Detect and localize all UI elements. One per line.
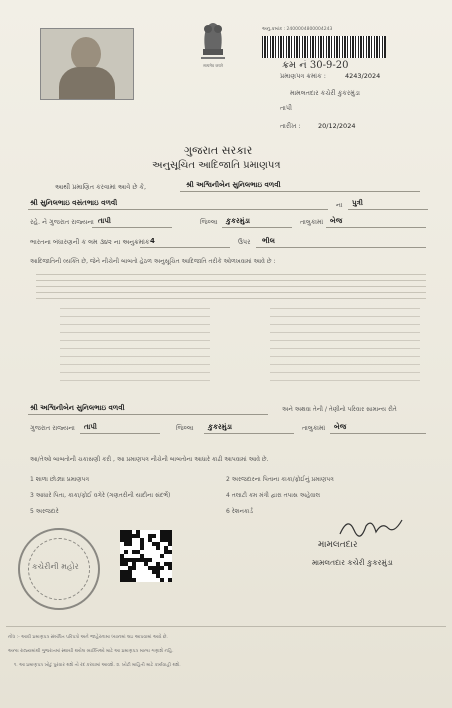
village: બેજ xyxy=(330,217,343,225)
stamp-text: કચેરીની મહોર xyxy=(32,562,79,571)
signatory-office: મામલતદાર કચેરી કુકરમુંડા xyxy=(312,558,393,567)
top-serial: અનુ.ક્રમાંક : 2400004800004243 xyxy=(262,27,333,32)
second-taluka: કુકરમુંડા xyxy=(208,423,233,431)
tribe: ભીલ xyxy=(262,237,275,245)
barcode xyxy=(262,36,386,58)
doc-item-6: 6 રેશનકાર્ડ xyxy=(226,508,253,515)
issue-date: 20/12/2024 xyxy=(318,122,356,130)
schedule-no: 4 xyxy=(150,237,155,245)
doc-item-3: 3 આધારે પિતા, કાકા/ફોઈ વગેરે (ગણતરીની યાદીના સંદર્ભે) xyxy=(30,492,171,499)
second-name: શ્રી અશ્વિનીબેન સુનિલભાઇ વળવી xyxy=(30,404,125,412)
doc-item-4: 4 તલાટી કમ મંત્રી દ્વારા તપાસ અહેવાલ xyxy=(226,492,321,499)
father-name: શ્રી સુનિલભાઇ વસંતભાઇ વળવી xyxy=(30,199,118,207)
footer-note-2: અન્ય રાજ્યમાંથી ગુજરાતમાં સ્થાયી થયેલ વ્યક્તિઓ માટે આ પ્રમાણપત્ર માન્ય ગણાશે નહિ. xyxy=(8,649,174,654)
relation: પુત્રી xyxy=(352,199,363,207)
svg-text:सत्यमेव जयते: सत्यमेव जयते xyxy=(203,63,223,68)
second-district: તાપી xyxy=(84,423,97,431)
certificate-no-label: પ્રમાણપત્ર ક્રમાંક : xyxy=(280,72,326,80)
handwritten-ref: ક્રમ નં 30-9-20 xyxy=(282,60,349,71)
applicant-photo xyxy=(40,28,134,100)
date-label: તારીખ : xyxy=(280,122,301,130)
national-emblem-icon xyxy=(195,15,231,71)
applicant-name: શ્રી અશ્વિનીબેન સુનિલભાઇ વળવી xyxy=(186,181,281,189)
district-label: જિલ્લા xyxy=(200,218,218,226)
doc-item-1: 1 શાળા છોડ્યા પ્રમાણપત્ર xyxy=(30,476,90,483)
doc-basis-text: આ/તેઓ બાબતોની ચકાસણી કરી , આ પ્રમાણપત્ર નીચેની બાબતોના આધારે કાઢી આપવામાં આવે છે. xyxy=(30,456,269,463)
tribe-label: ઉપર xyxy=(238,238,251,246)
second-state: ગુજરાત રાજ્યના xyxy=(30,424,75,432)
second-village: બેજ xyxy=(334,423,347,431)
taluka: કુકરમુંડા xyxy=(226,217,251,225)
footer-note-3: ૧. આ પ્રમાણપત્ર ખોટું પુરવાર થશે તો રદ કરવામાં આવશે. ૨. ખોટી માહિતી માટે કાર્યવાહી થશે. xyxy=(14,663,181,668)
govt-title: ગુજરાત સરકાર xyxy=(184,144,253,157)
district: તાપી xyxy=(98,217,111,225)
office-seal-stamp xyxy=(18,528,100,610)
family-text: અને અથવા તેની / તેણીનો પરિવાર સામાન્ય રીતે xyxy=(282,406,397,413)
doc-item-5: 5 અરજદારે xyxy=(30,508,59,515)
certificate-no: 4243/2024 xyxy=(345,72,381,80)
district-top: તાપી xyxy=(280,104,292,112)
state-line: રહે. ને ગુજરાત રાજ્યના xyxy=(30,218,94,226)
footer-note-1: નોંધ :- આવી પ્રમાણપત્ર સંબંધિત પરિપત્રો અને જાહેરનામા ધ્યાનમાં લઇ આપવામાં આવે છે. xyxy=(8,635,168,640)
doc-item-2: 2 અરજદારના પિતાના કાકા/ફોઈનું પ્રમાણપત્ર xyxy=(226,476,334,483)
order-text: આદિજાતિની વ્યક્તિ છે, જેને નીચેની બાબતો હેઠળ અનુસૂચિત આદિજાતિ તરીકે ઓળખવામાં આવે છે : xyxy=(30,258,276,265)
second-village-label: તાલુકામાં xyxy=(302,424,326,432)
handwritten-signature xyxy=(336,512,406,542)
certificate-title: અનુસૂચિત આદિજાતિ પ્રમાણપત્ર xyxy=(152,160,281,171)
village-label: તાલુકામાં xyxy=(300,218,324,226)
second-district-label: જિલ્લા xyxy=(176,424,194,432)
intro-text: આથી પ્રમાણિત કરવામાં આવે છે કે, xyxy=(55,183,147,191)
signatory-title: મામલતદાર xyxy=(318,540,358,550)
issuing-office: મામલતદાર કચેરી કુકરમુંડા xyxy=(290,89,361,97)
schedule-text: ભારતના બંધારણની ક લમ ૩૪૨ ના અનુક્રમાંક xyxy=(30,238,150,246)
verification-qr-code xyxy=(120,530,172,582)
relation-label: ના xyxy=(336,201,343,209)
